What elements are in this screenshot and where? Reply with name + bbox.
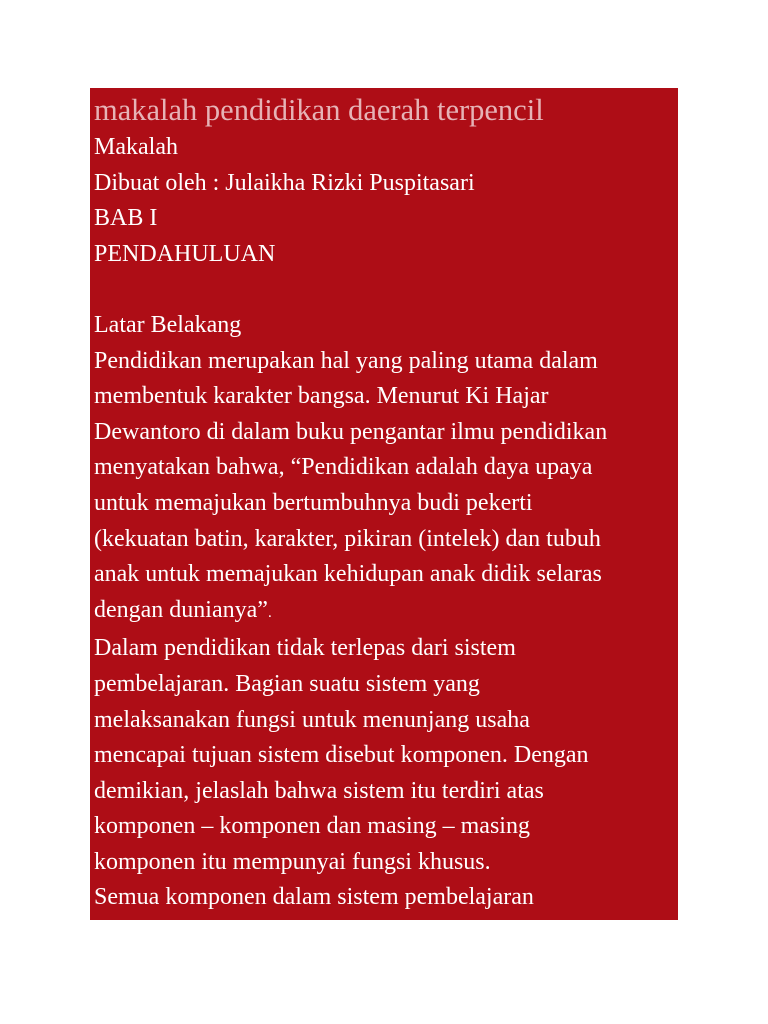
doc-line: demikian, jelaslah bahwa sistem itu terdiri atas — [94, 777, 544, 804]
doc-line-section-heading: Latar Belakang — [94, 311, 242, 338]
doc-line: melaksanakan fungsi untuk menunjang usaha — [94, 706, 530, 733]
doc-line: mencapai tujuan sistem disebut komponen. Dengan — [94, 742, 589, 769]
doc-line-quote-end — [94, 593, 678, 632]
doc-line: anak untuk memajukan kehidupan anak didik selaras — [94, 561, 602, 588]
doc-blank-line — [94, 272, 678, 308]
doc-line: pembelajaran. Bagian suatu sistem yang — [94, 670, 480, 697]
doc-line-chapter: BAB I — [94, 205, 158, 232]
doc-line-chapter-title: PENDAHULUAN — [94, 240, 276, 267]
doc-line: Pendidikan merupakan hal yang paling utama dalam — [94, 347, 598, 374]
doc-line: menyatakan bahwa, “Pendidikan adalah daya upaya — [94, 454, 593, 481]
doc-line: Dewantoro di dalam buku pengantar ilmu pendidikan — [94, 418, 608, 445]
document-text — [94, 90, 678, 916]
doc-line-author: Dibuat oleh : Julaikha Rizki Puspitasari — [94, 169, 475, 196]
doc-trailing-dot: . — [267, 604, 272, 621]
doc-line-makalah: Makalah — [94, 134, 178, 160]
doc-line: komponen itu mempunyai fungsi khusus. — [94, 848, 491, 875]
doc-line: membentuk karakter bangsa. Menurut Ki Hajar — [94, 383, 549, 410]
doc-line: (kekuatan batin, karakter, pikiran (intelek) dan tubuh — [94, 525, 601, 552]
doc-line: Dalam pendidikan tidak terlepas dari sistem — [94, 635, 516, 662]
doc-line: komponen – komponen dan masing – masing — [94, 813, 530, 840]
doc-line-quote-text: dengan dunianya” — [94, 596, 268, 623]
document-content-panel — [90, 88, 678, 920]
doc-line: Semua komponen dalam sistem pembelajaran — [94, 884, 534, 911]
document-title: makalah pendidikan daerah terpencil — [94, 93, 544, 127]
doc-line: untuk memajukan bertumbuhnya budi pekerti — [94, 489, 533, 516]
